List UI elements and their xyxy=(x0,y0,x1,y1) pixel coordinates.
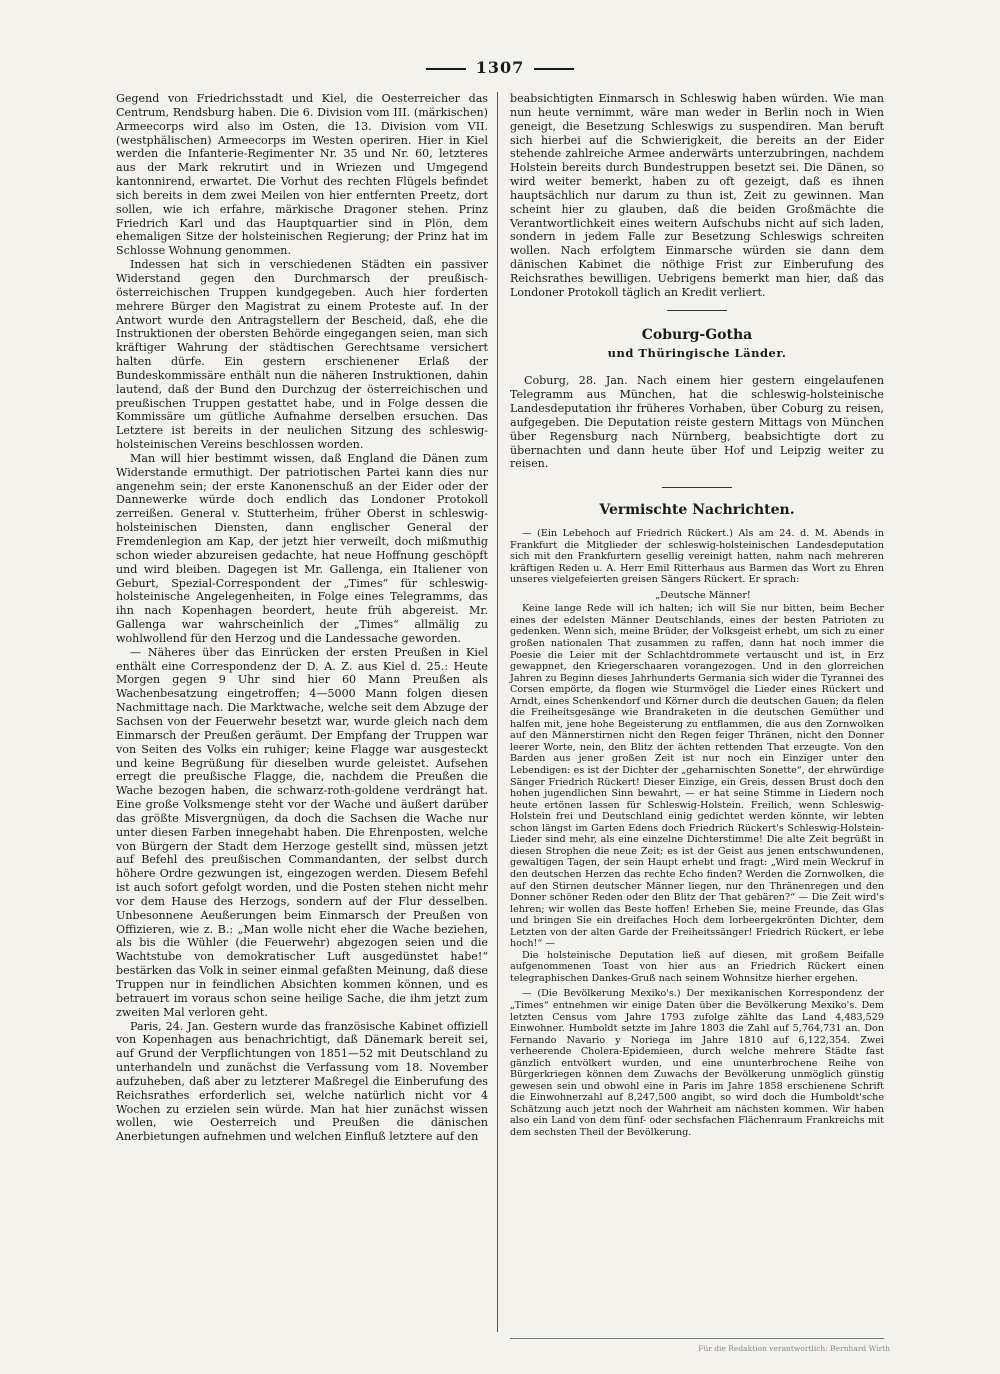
paragraph-mexiko: — (Die Bevölkerung Mexiko's.) Der mexikanischen Korrespondenz der „Times“ entnehmen wir einige Daten über die Bevölkerung Mexiko's. Dem letzten Census vom Jahre 1793 zufolge zählte das Land 4,483,529 Einwohner. Humboldt setzte im Jahre 1803 die Zahl auf 5,764,731 an. Don Fernando Navario y Noriega im Jahre 1810 auf 6,122,354. Zwei verheerende Cholera-Epidemieen, durch welche mehrere Städte fast gänzlich entvölkert wurden, und eine ununterbrochene Reihe von Bürgerkriegen können dem Zuwachs der Bevölkerung unmöglich günstig gewesen sein und obwohl eine in Paris im Jahre 1858 erschienene Schrift die Einwohnerzahl auf 8,247,500 angibt, so wird doch die Humboldt'sche Schätzung auch jetzt noch der Wahrheit am nächsten kommen. Wir haben also ein Land von dem fünf- oder sechsfachen Flächenraum Frankreichs mit dem sechsten Theil der Bevölkerung. xyxy=(510,988,884,1138)
column-divider xyxy=(497,92,498,1332)
page-number xyxy=(0,58,1000,77)
section-divider xyxy=(662,487,732,488)
page-number-text: 1307 xyxy=(475,58,525,77)
paragraph-prussians-kiel: — Näheres über das Einrücken der ersten Preußen in Kiel enthält eine Correspondenz der D. A. Z. aus Kiel d. 25.: Heute Morgen gegen 9 Uhr sind hier 60 Mann Preußen als Wachenbesatzung eingetroffen; 4—5000 Mann folgen diesen Nachmittage nach. Die Marktwache, welche seit dem Abzuge der Sachsen von der Feuerwehr besetzt war, wurde gleich nach dem Einmarsch der Preußen geräumt. Der Empfang der Truppen war von Seiten des Volks ein ruhiger; keine Flagge war ausgesteckt und keine Begrüßung für dieselben wurde geleistet. Aufsehen erregt die preußische Flagge, die, nachdem die Preußen die Wache bezogen haben, die schwarz-roth-goldene verdrängt hat. Eine große Volksmenge steht vor der Wache und äußert darüber das größte Misvergnügen, da doch die Sachsen die Wache nur unter diesen Farben innegehabt haben. Die Ehrenposten, welche von Bürgern der Stadt dem Herzoge gestellt sind, müssen jetzt auf Befehl des preußischen Commandanten, der selbst durch höhere Ordre gezwungen ist, eingezogen werden. Diesem Befehl ist auch sofort gefolgt worden, und die Posten stehen nicht mehr vor dem Hause des Herzogs, sondern auf der Flur desselben. Unbesonnene Aeußerungen beim Einmarsch der Preußen von Offizieren, wie z. B.: „Man wolle nicht eher die Wache beziehen, als bis die Wühler (die Feuerwehr) abgezogen seien und die Wachtstube von demokratischer Luft ausgedünstet habe!“ bestärken das Volk in seiner einmal gefaßten Meinung, daß diese Truppen nur in feindlichen Absichten kommen können, und es betrauert im voraus schon seine heilige Sache, die ihm jetzt zum zweiten Mal verloren geht. xyxy=(116,645,488,1019)
section-title-vermischte: Vermischte Nachrichten. xyxy=(599,502,795,519)
page-number-dash-left xyxy=(426,68,466,70)
paragraph-paris: Paris, 24. Jan. Gestern wurde das französische Kabinet offiziell von Kopenhagen aus benachrichtigt, daß Dänemark bereit sei, auf Grund der Verpflichtungen von 1851—52 mit Deutschland zu unterhandeln und zunächst die Verfassung vom 18. November aufzuheben, daß aber zu letzterer Maßregel die Einberufung des Reichsrathes erforderlich sei, welche natürlich nicht vor 4 Wochen zu erzielen sein würde. Man hat hier zunächst wissen wollen, wie Oesterreich und Preußen die dänischen Anerbietungen aufnehmen und welchen Einfluß letztere auf den xyxy=(116,1019,488,1144)
section-subtitle-coburg: und Thüringische Länder. xyxy=(607,345,787,360)
paragraph-rueckert-speech: Keine lange Rede will ich halten; ich will Sie nur bitten, beim Becher eines der edelsten Männer Deutschlands, eines der besten Patrioten zu gedenken. Wenn sich, meine Brüder, der Volksgeist erhebt, um sich zu einer großen nationalen That zusammen zu raffen, dann hat noch immer die Poesie die Leier mit der Schlachtdrommete vertauscht und ist, in Erz gewappnet, den Kriegerschaaren vorangezogen. Und in den glorreichen Jahren zu Beginn dieses Jahrhunderts Germania sich wider die Tyrannei des Corsen empörte, da flogen wie Sturmvögel die Lieder eines Rückert und Arndt, eines Schenkendorf und Körner durch die deutschen Gauen; da flelen die Freiheitsgesänge wie Brandraketen in die deutschen Gemüther und halfen mit, jene hohe Begeisterung zu entflammen, die aus den Zornwolken auf den Männerstirnen nicht den Regen feiger Thränen, nicht den Donner leerer Worte, nein, den Blitz der ächten rettenden That erzeugte. Von den Barden aus jener großen Zeit ist nur noch ein Einziger unter den Lebendigen: es ist der Dichter der „geharnischten Sonette“, der ehrwürdige Sänger Friedrich Rückert! Dieser Einzige, ein Greis, dessen Brust doch den hohen jugendlichen Sinn bewahrt, — er hat seine Stimme in Liedern noch heute ertönen lassen für Schleswig-Holstein. Freilich, wenn Schleswig-Holstein frei und Deutschland einig gedichtet werden könnte, wir lebten schon längst im Garten Edens doch Friedrich Rückert's Schleswig-Holstein-Lieder sind mehr, als eine einzelne Dichterstimme! Die alte Zeit begrüßt in diesen Strophen die neue Zeit; es ist der Geist aus jenen entschwundenen, gewaltigen Tagen, der sein Haupt erhebt und fragt: „Wird mein Weckruf in den deutschen Herzen das rechte Echo finden? Werden die Zornwolken, die auf den Stirnen deutscher Männer liegen, nur den Thränenregen und den Donner schöner Reden oder den Blitz der That gebären?“ — Die Zeit wird's lehren; wir wollen das Beste hoffen! Erheben Sie, meine Freunde, das Glas und bringen Sie ein dreifaches Hoch dem lorbeergekrönten Dichter, dem Letzten von der alten Garde der Freiheitssänger! Friedrich Rückert, er lebe hoch!“ — xyxy=(510,603,884,950)
footer-rule xyxy=(510,1338,884,1339)
section-title-coburg: Coburg-Gotha xyxy=(641,326,753,343)
paragraph-kiel-troops: Gegend von Friedrichsstadt und Kiel, die Oesterreicher das Centrum, Rendsburg haben. Die 6. Division vom III. (märkischen) Armeecorps wird also im Osten, die 13. Division vom VII. (westphälischen) Armeecorps im Westen operiren. Hier in Kiel werden die Infanterie-Regimenter Nr. 35 und Nr. 60, letzteres aus der Mark rekrutirt und in Wriezen und Umgegend kantonnirend, erwartet. Die Vorhut des rechten Flügels befindet sich bereits in dem zwei Meilen von hier entfernten Preetz, dort sollen, wie ich erfahre, märkische Dragoner stehen. Prinz Friedrich Karl und das Hauptquartier sind in Plön, dem ehemaligen Sitze der holsteinischen Regierung; der Prinz hat im Schlosse Wohnung genommen. xyxy=(116,92,488,258)
section-divider xyxy=(667,310,727,311)
page-number-dash-right xyxy=(534,68,574,70)
paragraph-passive-resistance: Indessen hat sich in verschiedenen Städten ein passiver Widerstand gegen den Durchmarsch der preußisch-österreichischen Truppen kundgegeben. Auch hier forderten mehrere Bürger den Magistrat zu einem Proteste auf. In der Antwort wurde den Antragstellern der Bescheid, daß, ehe die Instruktionen der obersten Behörde eingegangen seien, man sich kräftiger Wahrung der städtischen Gerechtsame versichert halten dürfe. Ein gestern erschienener Erlaß der Bundeskommissäre enthält nun die näheren Instruktionen, dahin lautend, daß der Bund den Durchzug der österreichischen und preußischen Truppen gestattet habe, und in Folge dessen die Kommissäre um gütliche Aufnahme derselben ersuchen. Das Letztere ist bereits in der neulichen Sitzung des schleswig-holsteinischen Vereins beschlossen worden. xyxy=(116,258,488,452)
speech-greeting: „Deutsche Männer! xyxy=(655,589,751,601)
paragraph-england-danes: Man will hier bestimmt wissen, daß England die Dänen zum Widerstande ermuthigt. Der patriotischen Partei kann dies nur angenehm sein; der erste Kanonenschuß an der Eider oder der Dannewerke würde doch endlich das Londoner Protokoll zerreißen. General v. Stutterheim, früher Oberst in schleswig-holsteinischen Diensten, dann englischer General der Fremdenlegion am Kap, der jetzt hier verweilt, doch mißmuthig schon wieder abzureisen gedachte, hat neue Hoffnung geschöpft und wird bleiben. Dagegen ist Mr. Gallenga, ein Italiener von Geburt, Spezial-Correspondent der „Times“ für schleswig-holsteinische Angelegenheiten, in Folge eines Telegramms, das ihn nach Kopenhagen beordert, heute früh abgereist. Mr. Gallenga war wahrscheinlich der „Times“ allmälig zu wohlwollend für den Herzog und die Landessache geworden. xyxy=(116,451,488,645)
paragraph-rueckert-intro: — (Ein Lebehoch auf Friedrich Rückert.) Als am 24. d. M. Abends in Frankfurt die Mitglieder der schleswig-holsteinischen Landesdeputation sich mit den Frankfurtern gesellig vereinigt hatten, nahm nach mehreren kräftigen Reden u. A. Herr Emil Ritterhaus aus Barmen das Wort zu Ehren unseres vielgefeierten greisen Sängers Rückert. Er sprach: xyxy=(510,528,884,586)
paragraph-paris-continued: beabsichtigten Einmarsch in Schleswig haben würden. Wie man nun heute vernimmt, wäre man weder in Berlin noch in Wien geneigt, die Besetzung Schleswigs zu suspendiren. Man beruft sich hierbei auf die Schwierigkeit, die bereits an der Eider stehende zahlreiche Armee anderwärts unterzubringen, nachdem Holstein bereits durch Bundestruppen besetzt sei. Die Dänen, so wird weiter bemerkt, haben zu oft gezeigt, daß es ihnen hauptsächlich nur darum zu thun ist, Zeit zu gewinnen. Man scheint hier zu glauben, daß die beiden Großmächte die Verantwortlichkeit eines weitern Aufschubs nicht auf sich laden, sondern in jedem Falle zur Besetzung Schleswigs schreiten wollen. Nach erfolgtem Einmarsche würden sie dann dem dänischen Kabinet die nöthige Frist zur Einberufung des Reichsrathes bewilligen. Uebrigens bemerkt man hier, daß das Londoner Protokoll täglich an Kredit verliert. xyxy=(510,92,884,299)
paragraph-rueckert-toast: Die holsteinische Deputation ließ auf diesen, mit großem Beifalle aufgenommenen Toast von hier aus an Friedrich Rückert einen telegraphischen Dankes-Gruß nach seinem Wohnsitze hierher ergehen. xyxy=(510,949,884,984)
left-column xyxy=(116,92,488,1144)
vermischte-body xyxy=(510,528,884,1138)
footer-note: Für die Redaktion verantwortlich: Bernhard Wirth xyxy=(698,1344,890,1353)
paragraph-coburg: Coburg, 28. Jan. Nach einem hier gestern eingelaufenen Telegramm aus München, hat die schleswig-holsteinische Landesdeputation ihr früheres Vorhaben, über Coburg zu reisen, aufgegeben. Die Deputation reiste gestern Mittags von München über Regensburg nach Nürnberg, beabsichtigte dort zu übernachten und dann heute über Hof und Leipzig weiter zu reisen. xyxy=(510,374,884,471)
right-column xyxy=(510,92,884,1139)
